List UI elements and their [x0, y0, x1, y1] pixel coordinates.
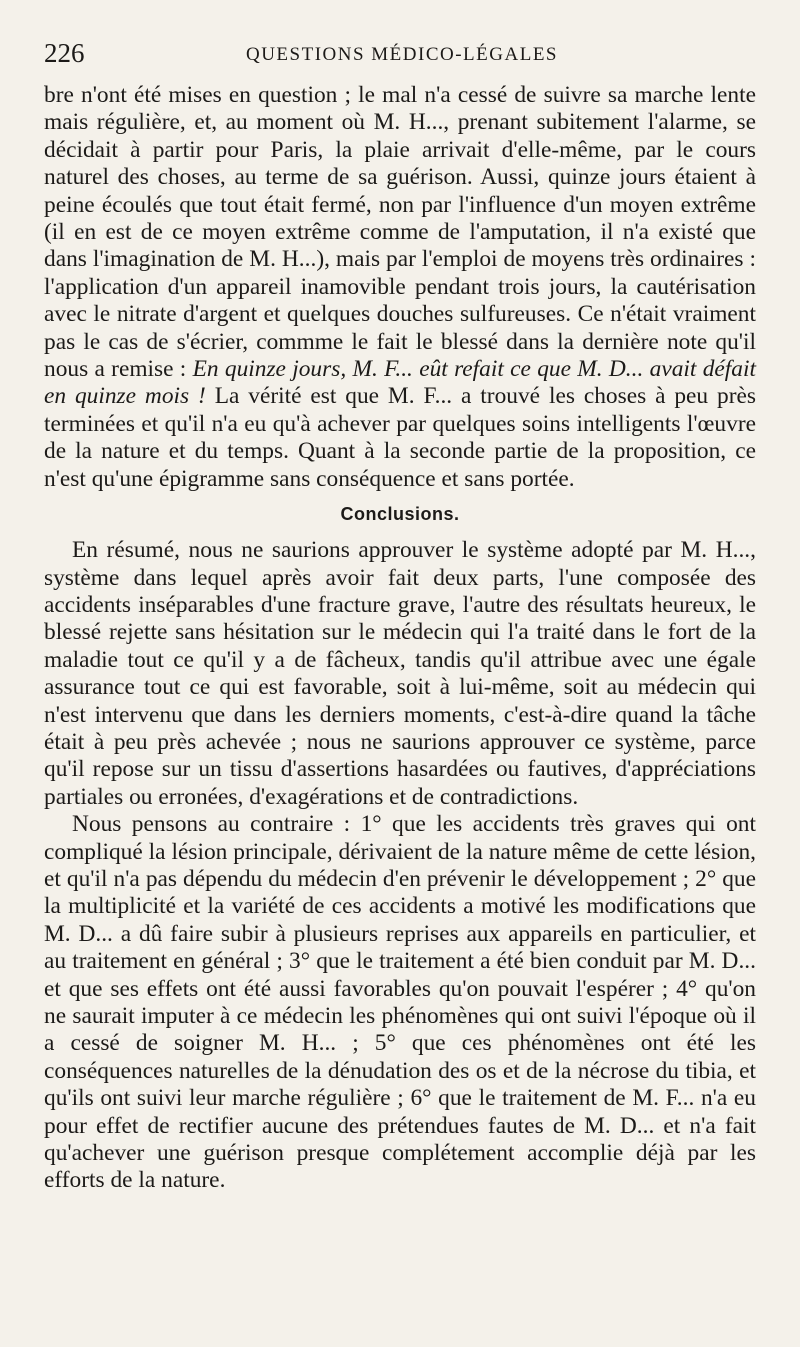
page-number: 226 [44, 38, 85, 68]
paragraph-text: bre n'ont été mises en question ; le mal n'a cessé de suivre sa marche lente mais régulière, et, au moment où M. H..., prenant subitement l'alarme, se décidait à partir pour Paris, la plaie arrivait d'elle-même, par le cours naturel des choses, au terme de sa guérison. Aussi, quinze jours étaient à peine écoulés que tout était fermé, non par l'influence d'un moyen extrême (il en est de ce moyen extrême comme de l'amputation, il n'a existé que dans l'imagination de M. H...), mais par l'emploi de moyens très ordinaires : l'application d'un appareil inamovible pendant trois jours, la cautérisation avec le nitrate d'argent et quelques douches sulfureuses. Ce n'était vraiment pas le cas de s'écrier, commme le fait le blessé dans la dernière note qu'il nous a remise : [44, 82, 756, 383]
page-header [44, 36, 760, 70]
italic-quote: En quinze jours, M. F... eût refait ce que M. D... avait défait en quinze mois ! [44, 356, 756, 410]
body-text [44, 82, 756, 1195]
paragraph-continuation [44, 82, 756, 493]
paragraph-text: La vérité est que M. F... a trouvé les choses à peu près terminées et qu'il n'a eu qu'à achever par quelques soins intelligents l'œuvre de la nature et du temps. Quant à la seconde partie de la proposition, ce n'est qu'une épigramme sans conséquence et sans portée. [44, 383, 756, 492]
paragraph-conclusion-summary: En résumé, nous ne saurions approuver le système adopté par M. H..., système dans lequel après avoir fait deux parts, l'une composée des accidents inséparables d'une fracture grave, l'autre des résultats heureux, le blessé rejette sans hésitation sur le médecin qui l'a traité dans le fort de la maladie tout ce qu'il y a de fâcheux, tandis qu'il attribue avec une égale assurance tout ce qui est favorable, soit à lui-même, soit au médecin qui n'est intervenu que dans les derniers moments, c'est-à-dire quand la tâche était à peu près achevée ; nous ne saurions approuver ce système, parce qu'il repose sur un tissu d'assertions hasardées ou fautives, d'appréciations partiales ou erronées, d'exagérations et de contradictions. [44, 537, 756, 810]
section-heading: Conclusions. [340, 504, 460, 525]
running-head: QUESTIONS MÉDICO-LÉGALES [245, 44, 558, 65]
paragraph-conclusion-points: Nous pensons au contraire : 1° que les accidents très graves qui ont compliqué la lésion principale, dérivaient de la nature même de cette lésion, et qu'il n'a pas dépendu du médecin d'en prévenir le développement ; 2° que la multiplicité et la variété de ces accidents a motivé les modifications que M. D... a dû faire subir à plusieurs reprises aux appareils en particulier, et au traitement en général ; 3° que le traitement a été bien conduit par M. D... et que ses effets ont été aussi favorables qu'on pouvait l'espérer ; 4° qu'on ne saurait imputer à ce médecin les phénomènes qui ont suivi l'époque où il a cessé de soigner M. H... ; 5° que ces phénomènes ont été les conséquences naturelles de la dénudation des os et de la nécrose du tibia, et qu'ils ont suivi leur marche régulière ; 6° que le traitement de M. F... n'a eu pour effet de rectifier aucune des prétendues fautes de M. D... et n'a fait qu'achever une guérison presque complétement accomplie déjà par les efforts de la nature. [44, 811, 756, 1194]
